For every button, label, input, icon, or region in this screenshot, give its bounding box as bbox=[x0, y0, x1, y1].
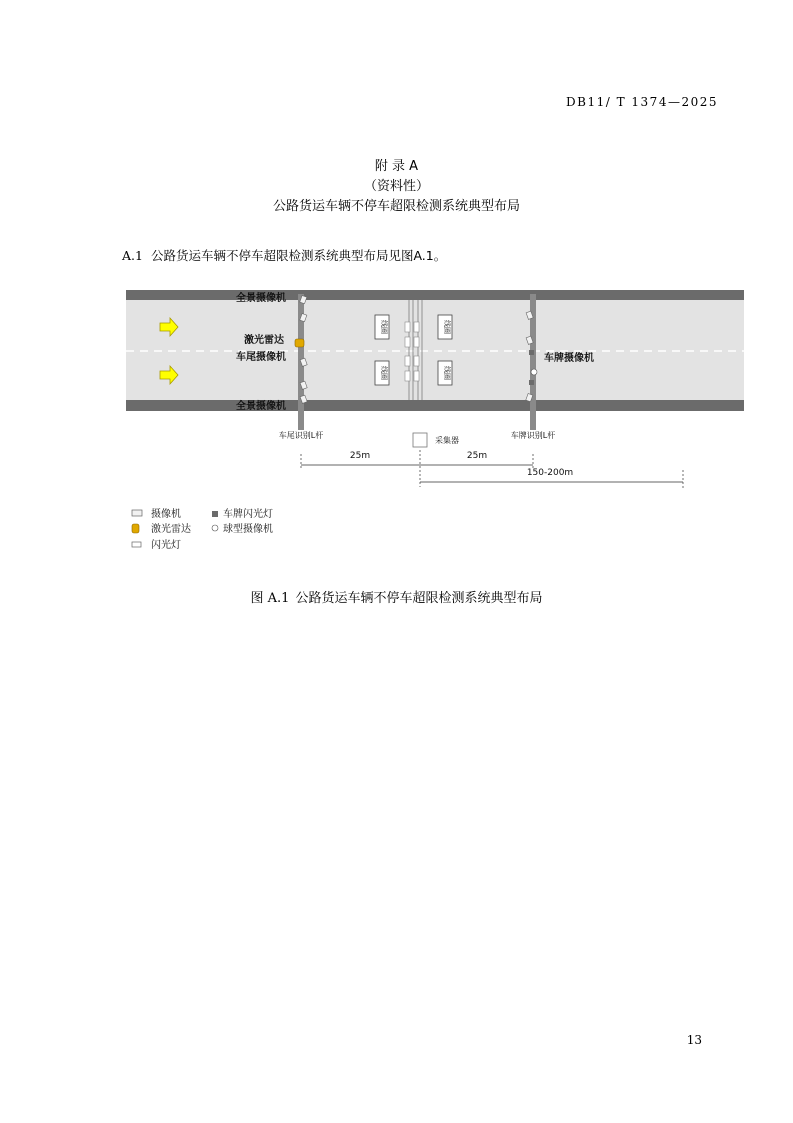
layout-diagram bbox=[120, 282, 750, 572]
collector-box bbox=[413, 433, 427, 447]
camera-icon bbox=[132, 510, 142, 516]
road-surface bbox=[126, 300, 744, 400]
coil-label: 线圈 bbox=[380, 366, 388, 380]
layout-figure bbox=[120, 282, 750, 576]
coil-label: 线圈 bbox=[443, 366, 451, 380]
dome-camera-icon bbox=[531, 369, 537, 375]
appendix-nature: （资料性） bbox=[363, 179, 429, 194]
label-tail-camera: 车尾摄像机 bbox=[236, 352, 286, 363]
road-edge-top bbox=[126, 290, 744, 300]
clause-a1 bbox=[122, 246, 446, 264]
clause-number: A.1 bbox=[122, 248, 143, 263]
dim-range: 150-200m bbox=[526, 468, 574, 478]
figure-caption-text: 公路货运车辆不停车超限检测系统典型布局 bbox=[295, 591, 543, 606]
dim-left-distance: 25m bbox=[349, 451, 371, 461]
legend-lidar: 激光雷达 bbox=[151, 524, 191, 535]
appendix-title: 附 录 A bbox=[374, 159, 419, 174]
coil-label: 线圈 bbox=[380, 320, 388, 334]
plate-flash-icon bbox=[212, 511, 218, 517]
label-tail-pole: 车尾识别L杆 bbox=[278, 431, 324, 440]
figure-number: 图 A.1 bbox=[250, 591, 290, 606]
dome-camera-icon bbox=[212, 525, 218, 531]
legend-dome-camera: 球型摄像机 bbox=[223, 524, 273, 535]
page-number: 13 bbox=[686, 1033, 702, 1047]
label-panorama-camera-bottom: 全景摄像机 bbox=[236, 401, 286, 412]
legend-flash: 闪光灯 bbox=[151, 540, 181, 551]
legend bbox=[132, 507, 273, 551]
legend-camera: 摄像机 bbox=[151, 509, 181, 520]
appendix-heading: 公路货运车辆不停车超限检测系统典型布局 bbox=[272, 199, 520, 214]
label-plate-camera: 车牌摄像机 bbox=[544, 353, 594, 364]
label-lidar: 激光雷达 bbox=[244, 335, 284, 346]
plate-flash-icon bbox=[529, 380, 534, 385]
label-collector: 采集器 bbox=[435, 436, 459, 445]
clause-text: 公路货运车辆不停车超限检测系统典型布局见图A.1。 bbox=[150, 248, 447, 263]
figure-caption bbox=[0, 587, 793, 606]
plate-flash-icon bbox=[529, 350, 534, 355]
label-plate-pole: 车牌识别L杆 bbox=[510, 431, 556, 440]
standard-code: DB11/ T 1374—2025 bbox=[566, 95, 718, 109]
dim-right-distance: 25m bbox=[466, 451, 488, 461]
legend-plate-flash: 车牌闪光灯 bbox=[223, 509, 273, 520]
label-panorama-camera-top: 全景摄像机 bbox=[236, 293, 286, 304]
lidar-icon bbox=[132, 524, 139, 533]
lidar-icon bbox=[295, 339, 304, 347]
coil-label: 线圈 bbox=[443, 320, 451, 334]
flash-icon bbox=[132, 542, 141, 547]
road-edge-bottom bbox=[126, 400, 744, 411]
